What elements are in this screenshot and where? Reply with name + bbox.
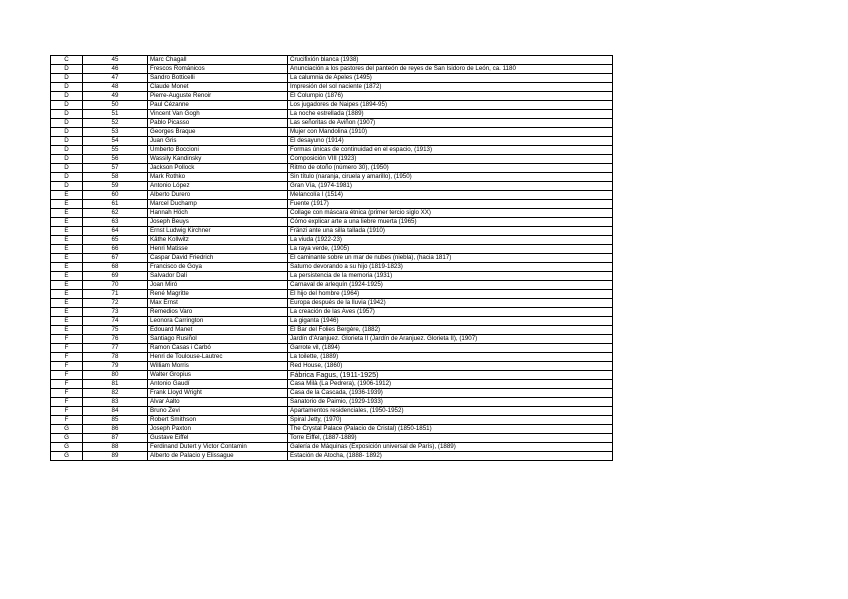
section-letter-cell: D <box>51 137 83 146</box>
artist-name-cell: Henri de Toulouse-Lautrec <box>148 353 288 362</box>
item-number-cell: 56 <box>83 155 148 164</box>
item-number-cell: 72 <box>83 299 148 308</box>
artwork-title-cell: Los jugadores de Naipes (1894-95) <box>288 101 613 110</box>
artwork-title-cell: La raya verde, (1905) <box>288 245 613 254</box>
table-row <box>51 371 613 380</box>
artist-name-cell: Pierre-Auguste Renoir <box>148 92 288 101</box>
item-number-cell: 89 <box>83 452 148 461</box>
table-row <box>51 434 613 443</box>
artist-name-cell: Joseph Paxton <box>148 425 288 434</box>
artist-name-cell: Juan Gris <box>148 137 288 146</box>
item-number-cell: 46 <box>83 65 148 74</box>
section-letter-cell: E <box>51 254 83 263</box>
item-number-cell: 77 <box>83 344 148 353</box>
table-row <box>51 137 613 146</box>
artwork-title-cell: Impresión del sol naciente (1872) <box>288 83 613 92</box>
artwork-title-cell: Torre Eiffel, (1887-1889) <box>288 434 613 443</box>
table-row <box>51 443 613 452</box>
item-number-cell: 68 <box>83 263 148 272</box>
item-number-cell: 52 <box>83 119 148 128</box>
item-number-cell: 53 <box>83 128 148 137</box>
artist-name-cell: Alvar Aalto <box>148 398 288 407</box>
section-letter-cell: D <box>51 182 83 191</box>
section-letter-cell: F <box>51 389 83 398</box>
section-letter-cell: D <box>51 92 83 101</box>
artist-name-cell: Ramon Casas i Carbó <box>148 344 288 353</box>
table-row <box>51 407 613 416</box>
artwork-title-cell: El Bar del Folies Bergère, (1882) <box>288 326 613 335</box>
item-number-cell: 66 <box>83 245 148 254</box>
table-row <box>51 425 613 434</box>
table-row <box>51 128 613 137</box>
item-number-cell: 60 <box>83 191 148 200</box>
item-number-cell: 67 <box>83 254 148 263</box>
artist-name-cell: Santiago Rusiñol <box>148 335 288 344</box>
artwork-title-cell: Jardín d'Aranjuez. Glorieta II (Jardín de Aranjuez. Glorieta II), (1907) <box>288 335 613 344</box>
section-letter-cell: F <box>51 416 83 425</box>
artist-name-cell: Marcel Duchamp <box>148 200 288 209</box>
artist-name-cell: Joseph Beuys <box>148 218 288 227</box>
table-row <box>51 254 613 263</box>
table-row <box>51 389 613 398</box>
section-letter-cell: E <box>51 227 83 236</box>
section-letter-cell: E <box>51 236 83 245</box>
section-letter-cell: E <box>51 290 83 299</box>
artist-name-cell: Antonio Gaudí <box>148 380 288 389</box>
artist-name-cell: Sandro Botticelli <box>148 74 288 83</box>
artist-name-cell: René Magritte <box>148 290 288 299</box>
section-letter-cell: D <box>51 65 83 74</box>
artist-name-cell: Frescos Románicos <box>148 65 288 74</box>
table-row <box>51 308 613 317</box>
section-letter-cell: G <box>51 425 83 434</box>
item-number-cell: 55 <box>83 146 148 155</box>
table-row <box>51 344 613 353</box>
table-row <box>51 353 613 362</box>
artwork-title-cell: Fränzi ante una silla tallada (1910) <box>288 227 613 236</box>
item-number-cell: 49 <box>83 92 148 101</box>
artwork-title-cell: Sin título (naranja, ciruela y amarillo), (1950) <box>288 173 613 182</box>
section-letter-cell: F <box>51 344 83 353</box>
artist-name-cell: Marc Chagall <box>148 56 288 65</box>
item-number-cell: 45 <box>83 56 148 65</box>
artwork-title-cell: Red House, (1860) <box>288 362 613 371</box>
table-row <box>51 335 613 344</box>
table-row <box>51 227 613 236</box>
table-row <box>51 380 613 389</box>
artwork-title-cell: Carnaval de arlequín (1924-1925) <box>288 281 613 290</box>
section-letter-cell: C <box>51 56 83 65</box>
table-row <box>51 317 613 326</box>
artist-name-cell: Salvador Dalí <box>148 272 288 281</box>
section-letter-cell: E <box>51 209 83 218</box>
table-row <box>51 209 613 218</box>
section-letter-cell: D <box>51 119 83 128</box>
item-number-cell: 80 <box>83 371 148 380</box>
section-letter-cell: D <box>51 146 83 155</box>
table-row <box>51 236 613 245</box>
artist-name-cell: Mark Rothko <box>148 173 288 182</box>
item-number-cell: 50 <box>83 101 148 110</box>
artwork-title-cell: Cómo explicar arte a una liebre muerta (1965) <box>288 218 613 227</box>
table-row <box>51 101 613 110</box>
table-row <box>51 200 613 209</box>
item-number-cell: 74 <box>83 317 148 326</box>
artist-name-cell: Ferdinand Dutert y Victor Contamin <box>148 443 288 452</box>
table-row <box>51 299 613 308</box>
artwork-title-cell: Fábrica Fagus, (1911-1925) <box>288 371 613 380</box>
artwork-title-cell: Formas únicas de continuidad en el espacio, (1913) <box>288 146 613 155</box>
item-number-cell: 61 <box>83 200 148 209</box>
artist-name-cell: Joan Miró <box>148 281 288 290</box>
artwork-title-cell: Spiral Jetty, (1970) <box>288 416 613 425</box>
section-letter-cell: F <box>51 380 83 389</box>
item-number-cell: 84 <box>83 407 148 416</box>
artwork-title-cell: Apartamentos residenciales, (1950-1952) <box>288 407 613 416</box>
artist-name-cell: Jackson Pollock <box>148 164 288 173</box>
artist-name-cell: Remedios Varo <box>148 308 288 317</box>
table-row <box>51 74 613 83</box>
artist-name-cell: Walter Gropius <box>148 371 288 380</box>
artwork-title-cell: El desayuno (1914) <box>288 137 613 146</box>
item-number-cell: 75 <box>83 326 148 335</box>
artist-name-cell: Paul Cézanne <box>148 101 288 110</box>
artwork-title-cell: La noche estrellada (1889) <box>288 110 613 119</box>
artist-name-cell: Umberto Boccioni <box>148 146 288 155</box>
artwork-title-cell: La persistencia de la memoria (1931) <box>288 272 613 281</box>
table-row <box>51 119 613 128</box>
section-letter-cell: D <box>51 110 83 119</box>
section-letter-cell: D <box>51 164 83 173</box>
artwork-title-cell: Casa Milà (La Pedrera), (1906-1912) <box>288 380 613 389</box>
table-row <box>51 92 613 101</box>
artist-name-cell: Antonio López <box>148 182 288 191</box>
table-body <box>51 56 613 461</box>
artwork-title-cell: El hijo del hombre (1964) <box>288 290 613 299</box>
section-letter-cell: F <box>51 335 83 344</box>
section-letter-cell: D <box>51 83 83 92</box>
item-number-cell: 79 <box>83 362 148 371</box>
artwork-title-cell: Mujer con Mandolina (1910) <box>288 128 613 137</box>
artwork-title-cell: La viuda (1922-23) <box>288 236 613 245</box>
table-row <box>51 290 613 299</box>
table-row <box>51 326 613 335</box>
item-number-cell: 63 <box>83 218 148 227</box>
section-letter-cell: E <box>51 326 83 335</box>
artist-name-cell: Caspar David Friedrich <box>148 254 288 263</box>
artwork-title-cell: Crucifixión blanca (1938) <box>288 56 613 65</box>
section-letter-cell: F <box>51 407 83 416</box>
artist-name-cell: Édouard Manet <box>148 326 288 335</box>
artwork-title-cell: Saturno devorando a su hijo (1819-1823) <box>288 263 613 272</box>
section-letter-cell: D <box>51 74 83 83</box>
table-row <box>51 110 613 119</box>
section-letter-cell: E <box>51 299 83 308</box>
item-number-cell: 59 <box>83 182 148 191</box>
artist-name-cell: Käthe Kollwitz <box>148 236 288 245</box>
table-row <box>51 218 613 227</box>
item-number-cell: 57 <box>83 164 148 173</box>
section-letter-cell: D <box>51 173 83 182</box>
table-row <box>51 155 613 164</box>
table-row <box>51 182 613 191</box>
section-letter-cell: G <box>51 434 83 443</box>
artwork-title-cell: Sanatorio de Paimio, (1929-1933) <box>288 398 613 407</box>
artwork-title-cell: Casa de la Cascada, (1936-1939) <box>288 389 613 398</box>
table-row <box>51 164 613 173</box>
item-number-cell: 82 <box>83 389 148 398</box>
artist-name-cell: Claude Monet <box>148 83 288 92</box>
section-letter-cell: F <box>51 362 83 371</box>
artist-name-cell: Hannah Höch <box>148 209 288 218</box>
item-number-cell: 48 <box>83 83 148 92</box>
artwork-title-cell: Estación de Atocha, (1888- 1892) <box>288 452 613 461</box>
artwork-title-cell: Gran Vía, (1974-1981) <box>288 182 613 191</box>
item-number-cell: 86 <box>83 425 148 434</box>
artwork-title-cell: Galería de Máquinas (Exposición universal de París), (1889) <box>288 443 613 452</box>
artwork-title-cell: The Crystal Palace (Palacio de Cristal) (1850-1851) <box>288 425 613 434</box>
section-letter-cell: E <box>51 308 83 317</box>
artist-name-cell: Ernst Ludwig Kirchner <box>148 227 288 236</box>
section-letter-cell: G <box>51 443 83 452</box>
artist-name-cell: Robert Smithson <box>148 416 288 425</box>
table-row <box>51 263 613 272</box>
artist-name-cell: William Morris <box>148 362 288 371</box>
artist-name-cell: Gustave Eiffel <box>148 434 288 443</box>
item-number-cell: 83 <box>83 398 148 407</box>
artwork-title-cell: Las señoritas de Aviñon (1907) <box>288 119 613 128</box>
section-letter-cell: E <box>51 245 83 254</box>
table-row <box>51 416 613 425</box>
artist-name-cell: Alberto Durero <box>148 191 288 200</box>
section-letter-cell: D <box>51 155 83 164</box>
item-number-cell: 88 <box>83 443 148 452</box>
artist-name-cell: Francisco de Goya <box>148 263 288 272</box>
artwork-title-cell: El Columpio (1876) <box>288 92 613 101</box>
artist-name-cell: Wassily Kandinsky <box>148 155 288 164</box>
artwork-title-cell: La toilette, (1889) <box>288 353 613 362</box>
item-number-cell: 78 <box>83 353 148 362</box>
section-letter-cell: D <box>51 101 83 110</box>
item-number-cell: 51 <box>83 110 148 119</box>
artwork-title-cell: Europa después de la lluvia (1942) <box>288 299 613 308</box>
artwork-title-cell: Composición VIII (1923) <box>288 155 613 164</box>
artist-name-cell: Leonora Carrington <box>148 317 288 326</box>
artwork-title-cell: Fuente (1917) <box>288 200 613 209</box>
section-letter-cell: F <box>51 371 83 380</box>
item-number-cell: 62 <box>83 209 148 218</box>
table-row <box>51 146 613 155</box>
table-row <box>51 452 613 461</box>
section-letter-cell: F <box>51 398 83 407</box>
artwork-title-cell: Collage con máscara étnica (primer tercio siglo XX) <box>288 209 613 218</box>
artist-name-cell: Henri Matisse <box>148 245 288 254</box>
artist-name-cell: Frank Lloyd Wright <box>148 389 288 398</box>
item-number-cell: 65 <box>83 236 148 245</box>
section-letter-cell: F <box>51 353 83 362</box>
table-row <box>51 83 613 92</box>
item-number-cell: 70 <box>83 281 148 290</box>
table-row <box>51 281 613 290</box>
item-number-cell: 73 <box>83 308 148 317</box>
item-number-cell: 81 <box>83 380 148 389</box>
artist-name-cell: Max Ernst <box>148 299 288 308</box>
artist-name-cell: Georges Braque <box>148 128 288 137</box>
table-row <box>51 398 613 407</box>
section-letter-cell: E <box>51 218 83 227</box>
table-row <box>51 173 613 182</box>
table-row <box>51 191 613 200</box>
artwork-title-cell: La calumnia de Apeles (1495) <box>288 74 613 83</box>
item-number-cell: 58 <box>83 173 148 182</box>
artwork-title-cell: Ritmo de otoño (número 30), (1950) <box>288 164 613 173</box>
section-letter-cell: E <box>51 272 83 281</box>
artwork-title-cell: Melancolía I (1514) <box>288 191 613 200</box>
item-number-cell: 47 <box>83 74 148 83</box>
artist-name-cell: Bruno Zevi <box>148 407 288 416</box>
artist-name-cell: Alberto de Palacio y Elissague <box>148 452 288 461</box>
section-letter-cell: E <box>51 263 83 272</box>
artworks-table <box>50 55 613 461</box>
table-row <box>51 65 613 74</box>
section-letter-cell: E <box>51 317 83 326</box>
section-letter-cell: E <box>51 191 83 200</box>
section-letter-cell: G <box>51 452 83 461</box>
artwork-title-cell: El caminante sobre un mar de nubes (niebla), (hacia 1817) <box>288 254 613 263</box>
artist-name-cell: Pablo Picasso <box>148 119 288 128</box>
item-number-cell: 71 <box>83 290 148 299</box>
table-row <box>51 245 613 254</box>
artwork-title-cell: Garrote vil, (1894) <box>288 344 613 353</box>
table-row <box>51 56 613 65</box>
item-number-cell: 85 <box>83 416 148 425</box>
section-letter-cell: E <box>51 200 83 209</box>
table-row <box>51 272 613 281</box>
item-number-cell: 54 <box>83 137 148 146</box>
item-number-cell: 87 <box>83 434 148 443</box>
artwork-title-cell: Anunciación a los pastores del panteón de reyes de San Isidoro de León, ca. 1180 <box>288 65 613 74</box>
table-row <box>51 362 613 371</box>
item-number-cell: 69 <box>83 272 148 281</box>
artwork-title-cell: La giganta (1946) <box>288 317 613 326</box>
item-number-cell: 64 <box>83 227 148 236</box>
section-letter-cell: E <box>51 281 83 290</box>
section-letter-cell: D <box>51 128 83 137</box>
item-number-cell: 76 <box>83 335 148 344</box>
artist-name-cell: Vincent Van Gogh <box>148 110 288 119</box>
artwork-title-cell: La creación de las Aves (1957) <box>288 308 613 317</box>
